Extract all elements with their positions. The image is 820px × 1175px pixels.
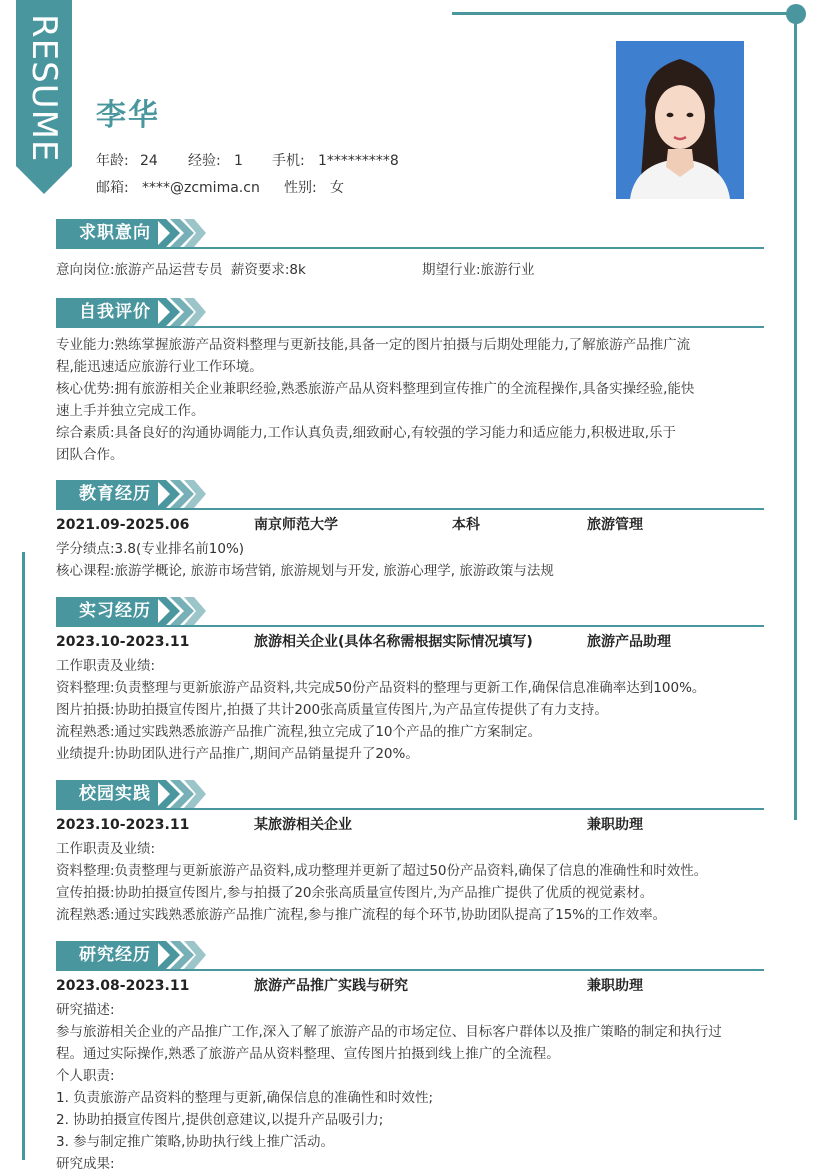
research-line: 个人职责: xyxy=(56,1068,115,1084)
section-rule xyxy=(56,969,764,971)
internship-period: 2023.10-2023.11 xyxy=(56,634,190,650)
self-eval-line: 核心优势:拥有旅游相关企业兼职经验,熟悉旅游产品从资料整理到宣传推广的全流程操作,具备实操经验,能快 xyxy=(56,381,695,397)
research-line: 3. 参与制定推广策略,协助执行线上推广活动。 xyxy=(56,1134,334,1150)
campus-role: 兼职助理 xyxy=(587,817,643,833)
section-title: 校园实践 xyxy=(79,784,151,804)
section-title: 实习经历 xyxy=(79,601,151,621)
email-value: ****@zcmima.cn xyxy=(142,180,260,196)
ribbon-tail xyxy=(16,166,72,194)
profile-photo xyxy=(616,41,744,199)
self-eval-line: 综合素质:具备良好的沟通协调能力,工作认真负责,细致耐心,有较强的学习能力和适应能力,积极进取,乐于 xyxy=(56,425,677,441)
research-line: 参与旅游相关企业的产品推广工作,深入了解了旅游产品的市场定位、目标客户群体以及推广策略的制定和执行过 xyxy=(56,1024,722,1040)
section-header-research xyxy=(56,941,764,971)
internship-role: 旅游产品助理 xyxy=(587,634,671,650)
research-project: 旅游产品推广实践与研究 xyxy=(254,978,408,994)
research-heading-row xyxy=(56,975,764,997)
internship-line: 图片拍摄:协助拍摄宣传图片,拍摄了共计200张高质量宣传图片,为产品宣传提供了有力支持。 xyxy=(56,702,608,718)
campus-period: 2023.10-2023.11 xyxy=(56,817,190,833)
resume-ribbon xyxy=(16,0,72,196)
section-header-internship xyxy=(56,597,764,627)
phone-label: 手机: xyxy=(272,153,305,169)
internship-company: 旅游相关企业(具体名称需根据实际情况填写) xyxy=(254,634,533,650)
campus-line: 资料整理:负责整理与更新旅游产品资料,成功整理并更新了超过50份产品资料,确保了信息的准确性和时效性。 xyxy=(56,863,708,879)
section-header-education xyxy=(56,480,764,510)
internship-line: 流程熟悉:通过实践熟悉旅游产品推广流程,独立完成了10个产品的推广方案制定。 xyxy=(56,724,542,740)
internship-line: 资料整理:负责整理与更新旅游产品资料,共完成50份产品资料的整理与更新工作,确保信息准确率达到100%。 xyxy=(56,680,706,696)
section-title: 教育经历 xyxy=(79,484,151,504)
experience-value: 1 xyxy=(234,153,243,169)
phone-value: 1*********8 xyxy=(318,153,399,169)
section-title: 研究经历 xyxy=(79,945,151,965)
internship-line: 工作职责及业绩: xyxy=(56,658,156,674)
age-value: 24 xyxy=(140,153,158,169)
internship-heading-row xyxy=(56,631,764,653)
experience-label: 经验: xyxy=(188,153,221,169)
research-role: 兼职助理 xyxy=(587,978,643,994)
basic-info-row-2 xyxy=(96,177,344,197)
intent-industry: 期望行业:旅游行业 xyxy=(422,262,535,278)
research-line: 研究描述: xyxy=(56,1002,115,1018)
self-eval-line: 专业能力:熟练掌握旅游产品资料整理与更新技能,具备一定的图片拍摄与后期处理能力,了解旅游产品推广流 xyxy=(56,337,691,353)
self-eval-line: 程,能迅速适应旅游行业工作环境。 xyxy=(56,359,263,375)
section-header-self-eval xyxy=(56,298,764,328)
age-label: 年龄: xyxy=(96,153,129,169)
research-line: 2. 协助拍摄宣传图片,提供创意建议,以提升产品吸引力; xyxy=(56,1112,384,1128)
email-label: 邮箱: xyxy=(96,180,129,196)
education-line: 核心课程:旅游学概论, 旅游市场营销, 旅游规划与开发, 旅游心理学, 旅游政策与法规 xyxy=(56,563,554,579)
research-line: 程。通过实际操作,熟悉了旅游产品从资料整理、宣传图片拍摄到线上推广的全流程。 xyxy=(56,1046,560,1062)
section-header-intent xyxy=(56,219,764,249)
campus-heading-row xyxy=(56,814,764,836)
gender-label: 性别: xyxy=(284,180,317,196)
right-accent-line xyxy=(794,14,797,820)
research-line: 1. 负责旅游产品资料的整理与更新,确保信息的准确性和时效性; xyxy=(56,1090,434,1106)
portrait-illustration xyxy=(616,41,744,199)
campus-company: 某旅游相关企业 xyxy=(254,817,352,833)
intent-row xyxy=(56,259,766,281)
section-rule xyxy=(56,508,764,510)
campus-line: 工作职责及业绩: xyxy=(56,841,156,857)
gender-value: 女 xyxy=(330,180,344,196)
self-eval-line: 团队合作。 xyxy=(56,447,124,463)
education-heading-row xyxy=(56,514,764,536)
education-degree: 本科 xyxy=(452,517,480,533)
section-header-campus xyxy=(56,780,764,810)
education-school: 南京师范大学 xyxy=(254,517,338,533)
internship-line: 业绩提升:协助团队进行产品推广,期间产品销量提升了20%。 xyxy=(56,746,419,762)
self-eval-line: 速上手并独立完成工作。 xyxy=(56,403,205,419)
section-title: 求职意向 xyxy=(79,223,151,243)
section-rule xyxy=(56,808,764,810)
section-rule xyxy=(56,247,764,249)
section-rule xyxy=(56,625,764,627)
intent-salary: 薪资要求:8k xyxy=(230,262,306,278)
education-line: 学分绩点:3.8(专业排名前10%) xyxy=(56,541,245,557)
intent-position: 意向岗位:旅游产品运营专员 xyxy=(56,262,223,278)
candidate-name: 李华 xyxy=(96,98,160,133)
education-major: 旅游管理 xyxy=(587,517,643,533)
campus-line: 流程熟悉:通过实践熟悉旅游产品推广流程,参与推广流程的每个环节,协助团队提高了15%的工作效率。 xyxy=(56,907,667,923)
section-title: 自我评价 xyxy=(79,302,151,322)
ribbon-text: RESUME xyxy=(24,14,64,163)
campus-line: 宣传拍摄:协助拍摄宣传图片,参与拍摄了20余张高质量宣传图片,为产品推广提供了优质的视觉素材。 xyxy=(56,885,654,901)
education-period: 2021.09-2025.06 xyxy=(56,517,190,533)
top-accent-line xyxy=(452,12,794,15)
research-period: 2023.08-2023.11 xyxy=(56,978,190,994)
basic-info-row-1 xyxy=(96,150,399,170)
research-line: 研究成果: xyxy=(56,1156,115,1172)
left-accent-line xyxy=(22,552,25,1160)
section-rule xyxy=(56,326,764,328)
